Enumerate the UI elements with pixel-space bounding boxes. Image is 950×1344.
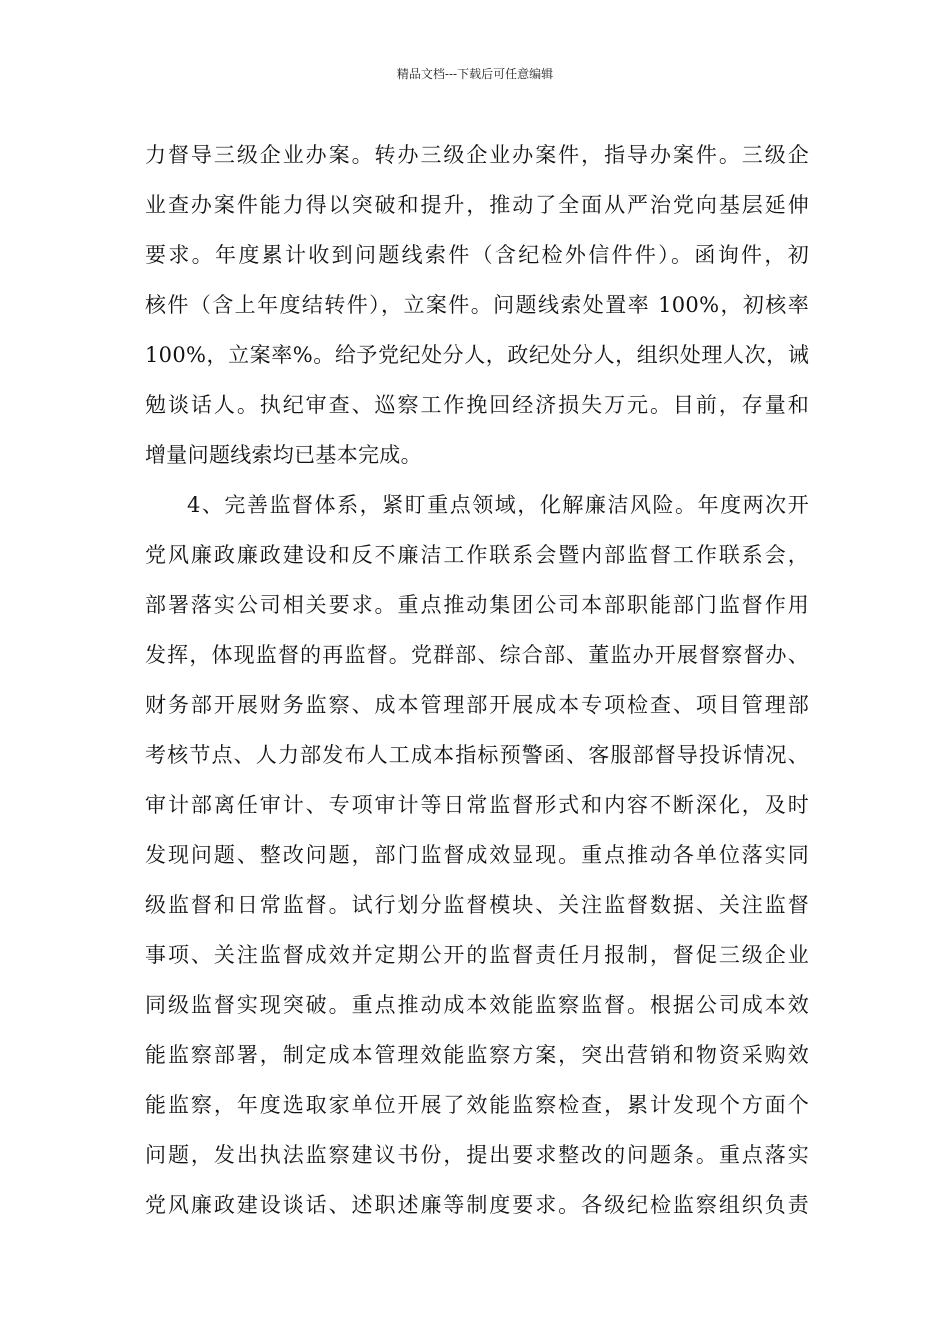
- paragraph-line: 要求。年度累计收到问题线索件（含纪检外信件件）。函询件，初: [145, 243, 809, 267]
- paragraph-line: 级监督和日常监督。试行划分监督模块、关注监督数据、关注监督: [145, 893, 809, 917]
- paragraph-line: 党风廉政建设谈话、述职述廉等制度要求。各级纪检监察组织负责: [145, 1193, 809, 1217]
- paragraph-line: 发挥，体现监督的再监督。党群部、综合部、董监办开展督察督办、: [145, 643, 809, 667]
- paragraph-line: 党风廉政廉政建设和反不廉洁工作联系会暨内部监督工作联系会，: [145, 543, 809, 567]
- paragraph-line: 能监察，年度选取家单位开展了效能监察检查，累计发现个方面个: [145, 1093, 809, 1117]
- paragraph-line: 问题，发出执法监察建议书份，提出要求整改的问题条。重点落实: [145, 1143, 809, 1167]
- paragraph-line: 同级监督实现突破。重点推动成本效能监察监督。根据公司成本效: [145, 993, 809, 1017]
- paragraph-line: 考核节点、人力部发布人工成本指标预警函、客服部督导投诉情况、: [145, 743, 809, 767]
- paragraph-line: 4、完善监督体系，紧盯重点领域，化解廉洁风险。年度两次开: [187, 493, 809, 517]
- paragraph-line: 事项、关注监督成效并定期公开的监督责任月报制，督促三级企业: [145, 943, 809, 967]
- paragraph-line: 增量问题线索均已基本完成。: [145, 443, 422, 467]
- document-body: [145, 130, 809, 1230]
- paragraph-line: 能监察部署，制定成本管理效能监察方案，突出营销和物资采购效: [145, 1043, 809, 1067]
- paragraph-line: 力督导三级企业办案。转办三级企业办案件，指导办案件。三级企: [145, 143, 809, 167]
- page-header: 精品文档---下载后可任意编辑: [396, 67, 554, 81]
- paragraph-line: 勉谈话人。执纪审查、巡察工作挽回经济损失万元。目前，存量和: [145, 393, 809, 417]
- paragraph-line: 审计部离任审计、专项审计等日常监督形式和内容不断深化，及时: [145, 793, 809, 817]
- paragraph-line: 发现问题、整改问题，部门监督成效显现。重点推动各单位落实同: [145, 843, 809, 867]
- paragraph-line: 100%，立案率%。给予党纪处分人，政纪处分人，组织处理人次，诫: [145, 343, 809, 367]
- paragraph-line: 财务部开展财务监察、成本管理部开展成本专项检查、项目管理部: [145, 693, 809, 717]
- paragraph-line: 核件（含上年度结转件），立案件。问题线索处置率 100%，初核率: [145, 293, 809, 317]
- paragraph-line: 业查办案件能力得以突破和提升，推动了全面从严治党向基层延伸: [145, 193, 809, 217]
- paragraph-line: 部署落实公司相关要求。重点推动集团公司本部职能部门监督作用: [145, 593, 809, 617]
